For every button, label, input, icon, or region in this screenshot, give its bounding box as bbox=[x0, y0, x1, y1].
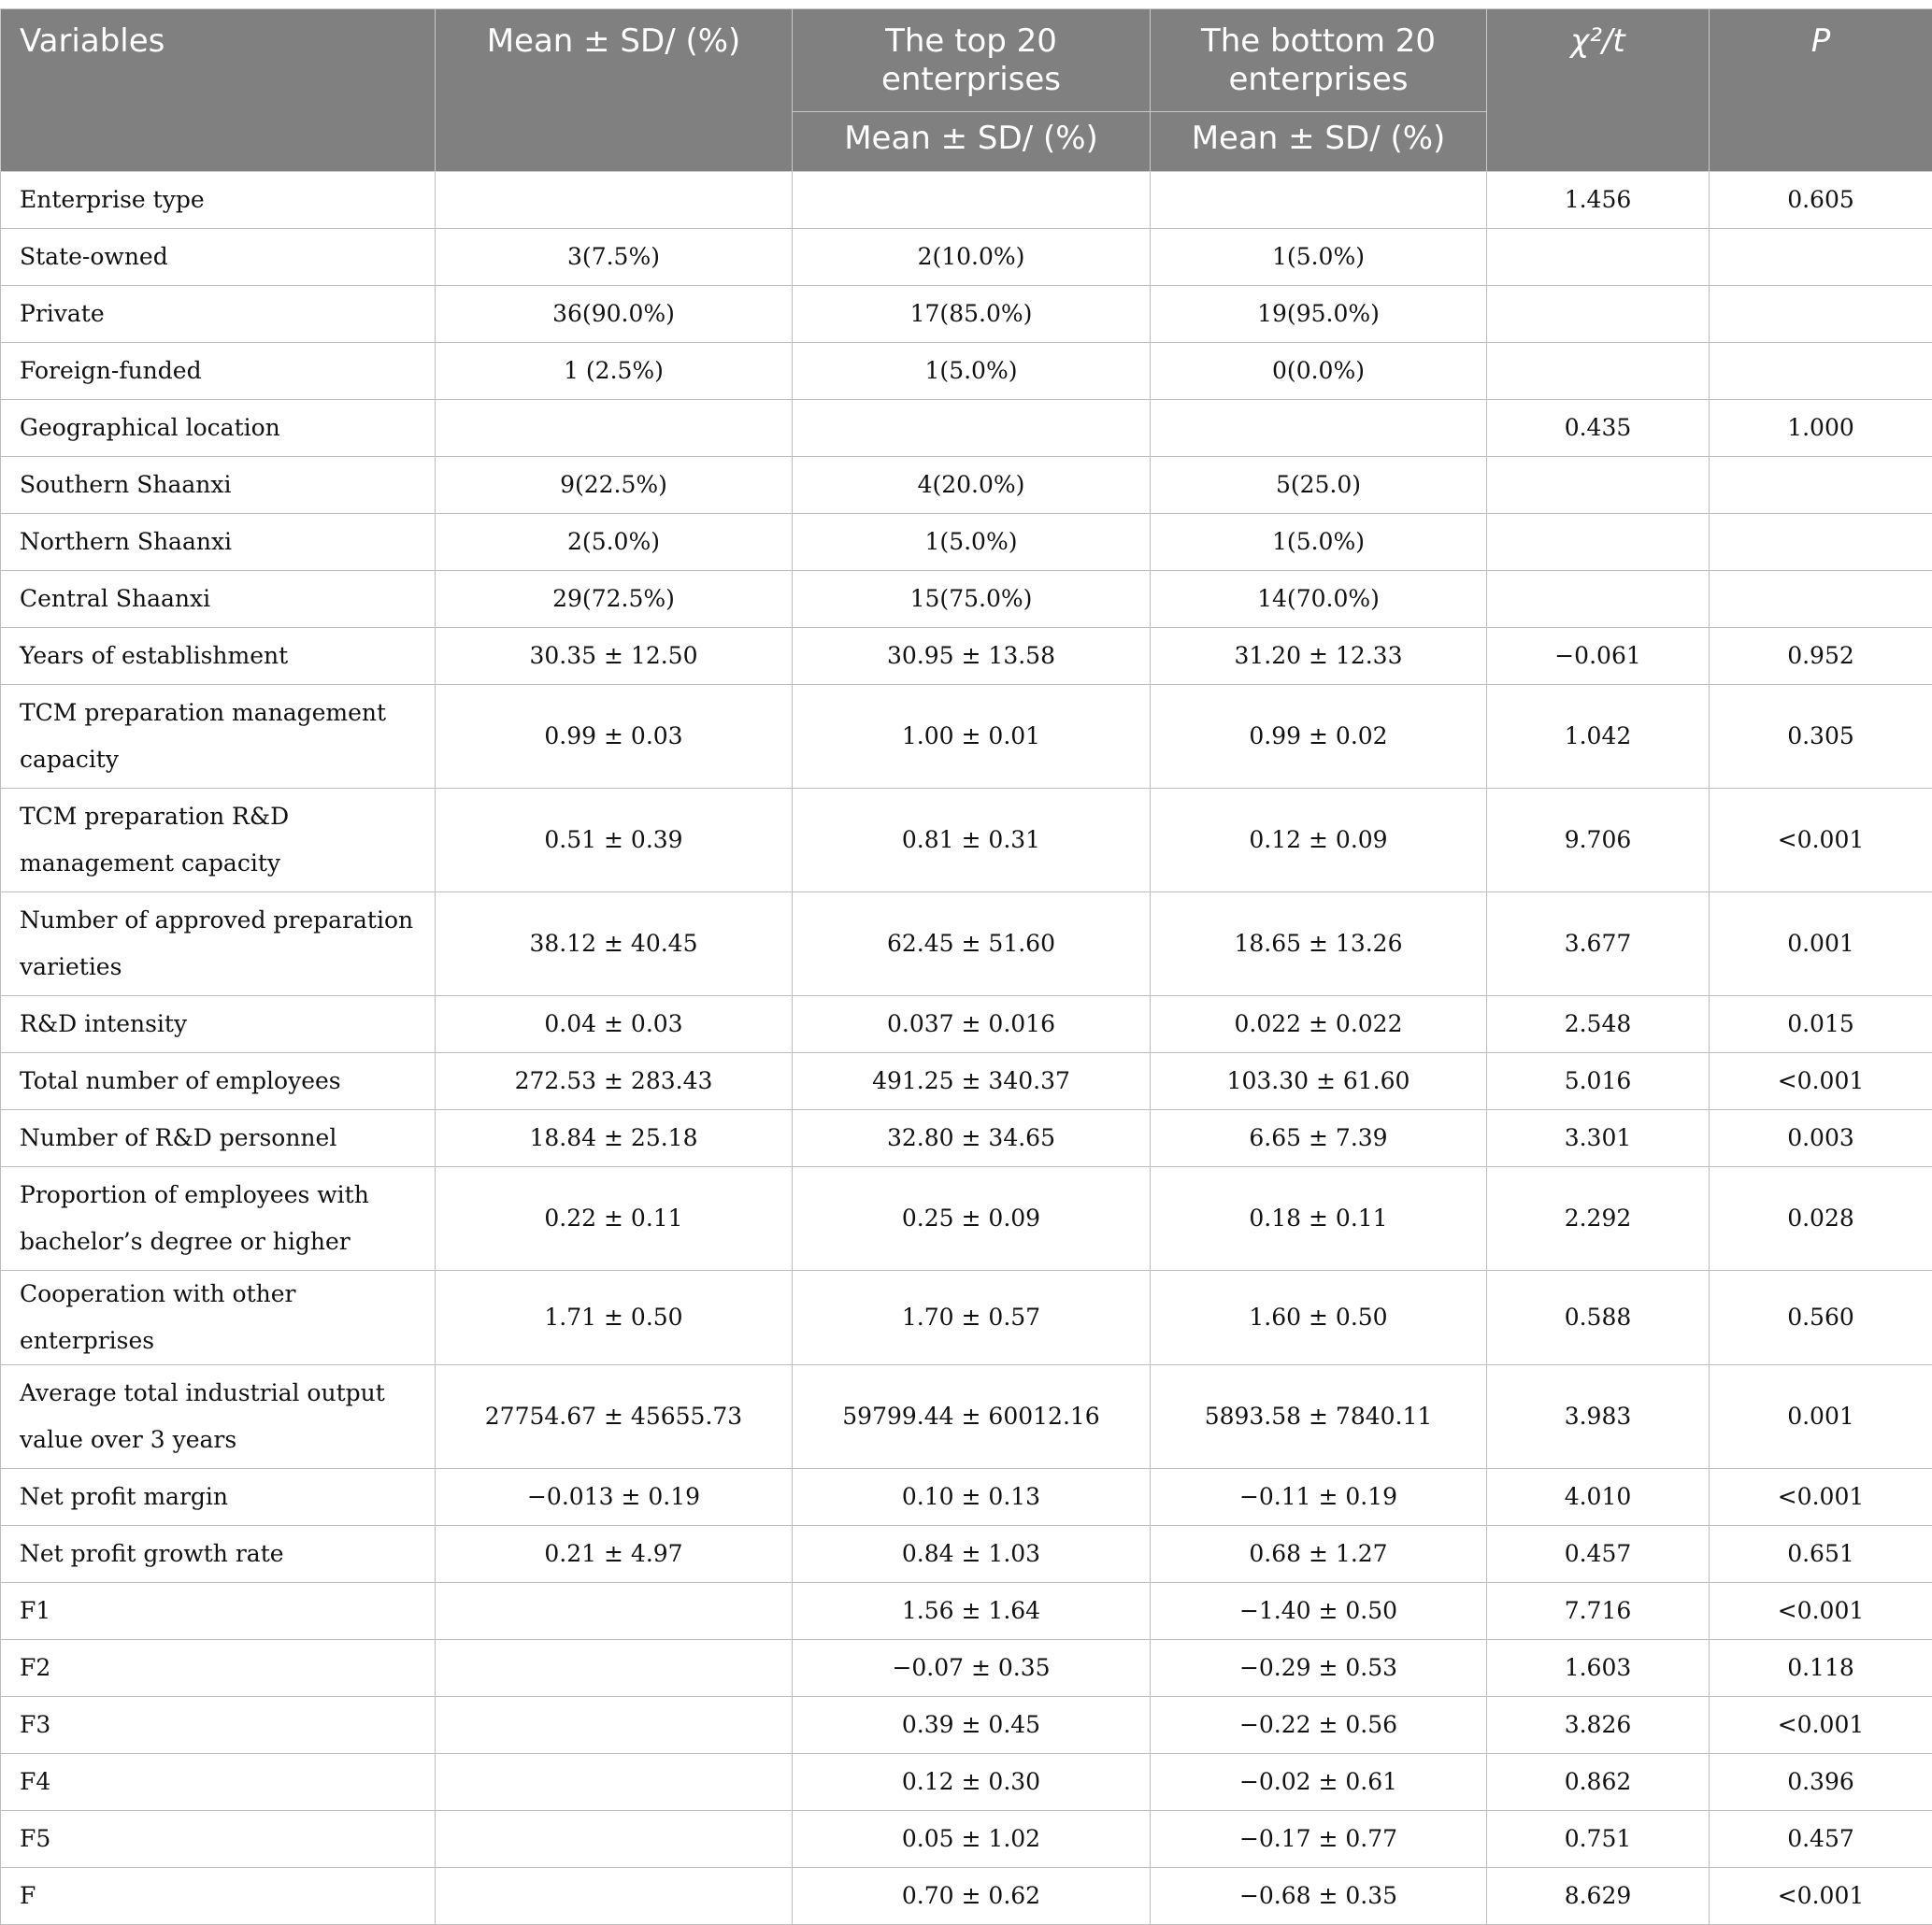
cell-bottom20 bbox=[1151, 400, 1487, 457]
table-header bbox=[1, 9, 1932, 172]
cell-p: 0.651 bbox=[1710, 1526, 1932, 1583]
header-variables: Variables bbox=[1, 9, 436, 172]
cell-stat: 3.826 bbox=[1487, 1697, 1710, 1754]
cell-variable: State-owned bbox=[1, 229, 436, 286]
cell-mean bbox=[436, 1754, 793, 1811]
cell-bottom20: 103.30 ± 61.60 bbox=[1151, 1053, 1487, 1110]
cell-p bbox=[1710, 343, 1932, 400]
header-top20-mean-sd: Mean ± SD/ (%) bbox=[793, 112, 1151, 172]
cell-top20: 0.25 ± 0.09 bbox=[793, 1167, 1151, 1271]
cell-stat: 7.716 bbox=[1487, 1583, 1710, 1640]
table-row bbox=[1, 685, 1932, 789]
cell-stat: 2.292 bbox=[1487, 1167, 1710, 1271]
cell-variable: Proportion of employees with bachelor’s degree or higher bbox=[1, 1167, 436, 1271]
cell-p bbox=[1710, 286, 1932, 343]
cell-top20: 32.80 ± 34.65 bbox=[793, 1110, 1151, 1167]
cell-top20: 0.70 ± 0.62 bbox=[793, 1868, 1151, 1925]
table-row bbox=[1, 172, 1932, 229]
cell-top20: 4(20.0%) bbox=[793, 457, 1151, 514]
cell-top20: 0.12 ± 0.30 bbox=[793, 1754, 1151, 1811]
cell-top20: 17(85.0%) bbox=[793, 286, 1151, 343]
table-row bbox=[1, 343, 1932, 400]
header-chi-t: χ²/t bbox=[1487, 9, 1710, 172]
cell-top20: 1.70 ± 0.57 bbox=[793, 1271, 1151, 1365]
cell-stat: 3.983 bbox=[1487, 1365, 1710, 1469]
cell-top20: −0.07 ± 0.35 bbox=[793, 1640, 1151, 1697]
cell-mean: 1 (2.5%) bbox=[436, 343, 793, 400]
cell-bottom20: 0.99 ± 0.02 bbox=[1151, 685, 1487, 789]
cell-bottom20 bbox=[1151, 172, 1487, 229]
table-row bbox=[1, 628, 1932, 685]
cell-p: <0.001 bbox=[1710, 1697, 1932, 1754]
cell-p: 0.028 bbox=[1710, 1167, 1932, 1271]
cell-variable: F bbox=[1, 1868, 436, 1925]
cell-mean: 0.51 ± 0.39 bbox=[436, 789, 793, 892]
cell-p: 0.118 bbox=[1710, 1640, 1932, 1697]
cell-mean: 3(7.5%) bbox=[436, 229, 793, 286]
cell-variable: Southern Shaanxi bbox=[1, 457, 436, 514]
cell-top20: 1.00 ± 0.01 bbox=[793, 685, 1151, 789]
cell-stat: 2.548 bbox=[1487, 996, 1710, 1053]
cell-p: 0.457 bbox=[1710, 1811, 1932, 1868]
table-row bbox=[1, 1110, 1932, 1167]
cell-bottom20: −0.02 ± 0.61 bbox=[1151, 1754, 1487, 1811]
cell-mean: 29(72.5%) bbox=[436, 571, 793, 628]
cell-bottom20: 0.022 ± 0.022 bbox=[1151, 996, 1487, 1053]
table-row bbox=[1, 1271, 1932, 1365]
cell-top20: 0.10 ± 0.13 bbox=[793, 1469, 1151, 1526]
cell-bottom20: 18.65 ± 13.26 bbox=[1151, 892, 1487, 996]
cell-top20: 30.95 ± 13.58 bbox=[793, 628, 1151, 685]
cell-variable: Years of establishment bbox=[1, 628, 436, 685]
cell-bottom20: 14(70.0%) bbox=[1151, 571, 1487, 628]
cell-p: <0.001 bbox=[1710, 789, 1932, 892]
cell-variable: F4 bbox=[1, 1754, 436, 1811]
table-row bbox=[1, 571, 1932, 628]
cell-stat: 3.301 bbox=[1487, 1110, 1710, 1167]
cell-stat bbox=[1487, 514, 1710, 571]
cell-stat: 8.629 bbox=[1487, 1868, 1710, 1925]
cell-bottom20: 5(25.0) bbox=[1151, 457, 1487, 514]
table-row bbox=[1, 1053, 1932, 1110]
cell-mean bbox=[436, 400, 793, 457]
cell-stat: 0.588 bbox=[1487, 1271, 1710, 1365]
cell-bottom20: −0.17 ± 0.77 bbox=[1151, 1811, 1487, 1868]
table-row bbox=[1, 789, 1932, 892]
cell-stat: 1.603 bbox=[1487, 1640, 1710, 1697]
table-row bbox=[1, 400, 1932, 457]
cell-bottom20: 6.65 ± 7.39 bbox=[1151, 1110, 1487, 1167]
cell-variable: Central Shaanxi bbox=[1, 571, 436, 628]
header-mean-sd: Mean ± SD/ (%) bbox=[436, 9, 793, 172]
cell-stat bbox=[1487, 286, 1710, 343]
cell-p: 0.001 bbox=[1710, 1365, 1932, 1469]
cell-mean: 38.12 ± 40.45 bbox=[436, 892, 793, 996]
cell-stat: −0.061 bbox=[1487, 628, 1710, 685]
cell-stat: 1.456 bbox=[1487, 172, 1710, 229]
cell-mean: 9(22.5%) bbox=[436, 457, 793, 514]
table-body bbox=[1, 172, 1932, 1925]
cell-top20: 491.25 ± 340.37 bbox=[793, 1053, 1151, 1110]
cell-stat: 5.016 bbox=[1487, 1053, 1710, 1110]
header-p: P bbox=[1710, 9, 1932, 172]
cell-top20: 15(75.0%) bbox=[793, 571, 1151, 628]
header-top20: The top 20 enterprises bbox=[793, 9, 1151, 112]
cell-mean bbox=[436, 1640, 793, 1697]
cell-p: 0.396 bbox=[1710, 1754, 1932, 1811]
cell-p bbox=[1710, 571, 1932, 628]
cell-variable: F5 bbox=[1, 1811, 436, 1868]
cell-bottom20: 0.12 ± 0.09 bbox=[1151, 789, 1487, 892]
cell-top20: 62.45 ± 51.60 bbox=[793, 892, 1151, 996]
cell-bottom20: 0(0.0%) bbox=[1151, 343, 1487, 400]
cell-top20: 0.81 ± 0.31 bbox=[793, 789, 1151, 892]
cell-mean: 0.99 ± 0.03 bbox=[436, 685, 793, 789]
cell-variable: R&D intensity bbox=[1, 996, 436, 1053]
cell-variable: Northern Shaanxi bbox=[1, 514, 436, 571]
cell-bottom20: −0.68 ± 0.35 bbox=[1151, 1868, 1487, 1925]
cell-mean bbox=[436, 1697, 793, 1754]
cell-mean bbox=[436, 1811, 793, 1868]
cell-variable: Cooperation with other enterprises bbox=[1, 1271, 436, 1365]
cell-mean: −0.013 ± 0.19 bbox=[436, 1469, 793, 1526]
cell-bottom20: 5893.58 ± 7840.11 bbox=[1151, 1365, 1487, 1469]
cell-stat: 0.862 bbox=[1487, 1754, 1710, 1811]
cell-stat bbox=[1487, 571, 1710, 628]
table-row bbox=[1, 1167, 1932, 1271]
cell-p: 0.015 bbox=[1710, 996, 1932, 1053]
table-row bbox=[1, 514, 1932, 571]
cell-mean: 2(5.0%) bbox=[436, 514, 793, 571]
cell-mean bbox=[436, 172, 793, 229]
cell-p: <0.001 bbox=[1710, 1583, 1932, 1640]
cell-p: <0.001 bbox=[1710, 1469, 1932, 1526]
cell-bottom20: 0.68 ± 1.27 bbox=[1151, 1526, 1487, 1583]
cell-stat bbox=[1487, 229, 1710, 286]
cell-stat: 9.706 bbox=[1487, 789, 1710, 892]
data-table bbox=[0, 8, 1932, 1925]
cell-variable: Net profit growth rate bbox=[1, 1526, 436, 1583]
cell-stat: 3.677 bbox=[1487, 892, 1710, 996]
cell-p bbox=[1710, 514, 1932, 571]
cell-variable: Net profit margin bbox=[1, 1469, 436, 1526]
cell-variable: Geographical location bbox=[1, 400, 436, 457]
cell-p: <0.001 bbox=[1710, 1868, 1932, 1925]
cell-top20: 1(5.0%) bbox=[793, 343, 1151, 400]
cell-mean bbox=[436, 1868, 793, 1925]
cell-p: 0.952 bbox=[1710, 628, 1932, 685]
cell-variable: Number of R&D personnel bbox=[1, 1110, 436, 1167]
table-row bbox=[1, 1811, 1932, 1868]
cell-top20: 0.84 ± 1.03 bbox=[793, 1526, 1151, 1583]
cell-top20: 0.037 ± 0.016 bbox=[793, 996, 1151, 1053]
cell-p bbox=[1710, 457, 1932, 514]
cell-mean: 272.53 ± 283.43 bbox=[436, 1053, 793, 1110]
cell-variable: TCM preparation management capacity bbox=[1, 685, 436, 789]
table-row bbox=[1, 1583, 1932, 1640]
cell-mean bbox=[436, 1583, 793, 1640]
cell-variable: F2 bbox=[1, 1640, 436, 1697]
cell-variable: F3 bbox=[1, 1697, 436, 1754]
cell-stat bbox=[1487, 457, 1710, 514]
cell-mean: 30.35 ± 12.50 bbox=[436, 628, 793, 685]
cell-mean: 18.84 ± 25.18 bbox=[436, 1110, 793, 1167]
table-row bbox=[1, 1640, 1932, 1697]
cell-top20: 2(10.0%) bbox=[793, 229, 1151, 286]
cell-bottom20: −1.40 ± 0.50 bbox=[1151, 1583, 1487, 1640]
cell-bottom20: 0.18 ± 0.11 bbox=[1151, 1167, 1487, 1271]
cell-mean: 0.21 ± 4.97 bbox=[436, 1526, 793, 1583]
cell-bottom20: 31.20 ± 12.33 bbox=[1151, 628, 1487, 685]
cell-mean: 0.22 ± 0.11 bbox=[436, 1167, 793, 1271]
cell-variable: Number of approved preparation varieties bbox=[1, 892, 436, 996]
cell-top20: 59799.44 ± 60012.16 bbox=[793, 1365, 1151, 1469]
cell-p: <0.001 bbox=[1710, 1053, 1932, 1110]
cell-p: 0.003 bbox=[1710, 1110, 1932, 1167]
cell-mean: 0.04 ± 0.03 bbox=[436, 996, 793, 1053]
cell-variable: Enterprise type bbox=[1, 172, 436, 229]
cell-p: 0.001 bbox=[1710, 892, 1932, 996]
cell-p: 0.605 bbox=[1710, 172, 1932, 229]
cell-bottom20: 19(95.0%) bbox=[1151, 286, 1487, 343]
table-row bbox=[1, 229, 1932, 286]
table-row bbox=[1, 1469, 1932, 1526]
table-row bbox=[1, 1697, 1932, 1754]
cell-variable: F1 bbox=[1, 1583, 436, 1640]
cell-stat: 1.042 bbox=[1487, 685, 1710, 789]
table-row bbox=[1, 457, 1932, 514]
cell-variable: Foreign-funded bbox=[1, 343, 436, 400]
cell-top20: 1(5.0%) bbox=[793, 514, 1151, 571]
cell-p: 0.305 bbox=[1710, 685, 1932, 789]
table-row bbox=[1, 1754, 1932, 1811]
cell-stat: 0.435 bbox=[1487, 400, 1710, 457]
table-row bbox=[1, 1526, 1932, 1583]
cell-variable: TCM preparation R&D management capacity bbox=[1, 789, 436, 892]
cell-stat: 0.751 bbox=[1487, 1811, 1710, 1868]
cell-bottom20: −0.11 ± 0.19 bbox=[1151, 1469, 1487, 1526]
header-bottom20-mean-sd: Mean ± SD/ (%) bbox=[1151, 112, 1487, 172]
cell-stat: 0.457 bbox=[1487, 1526, 1710, 1583]
cell-top20: 0.39 ± 0.45 bbox=[793, 1697, 1151, 1754]
cell-bottom20: −0.22 ± 0.56 bbox=[1151, 1697, 1487, 1754]
cell-mean: 1.71 ± 0.50 bbox=[436, 1271, 793, 1365]
cell-bottom20: 1(5.0%) bbox=[1151, 514, 1487, 571]
table-row bbox=[1, 892, 1932, 996]
cell-variable: Average total industrial output value over 3 years bbox=[1, 1365, 436, 1469]
table-row bbox=[1, 1365, 1932, 1469]
cell-p: 1.000 bbox=[1710, 400, 1932, 457]
cell-stat: 4.010 bbox=[1487, 1469, 1710, 1526]
cell-variable: Private bbox=[1, 286, 436, 343]
cell-bottom20: −0.29 ± 0.53 bbox=[1151, 1640, 1487, 1697]
cell-top20 bbox=[793, 172, 1151, 229]
cell-top20: 0.05 ± 1.02 bbox=[793, 1811, 1151, 1868]
cell-p bbox=[1710, 229, 1932, 286]
cell-bottom20: 1.60 ± 0.50 bbox=[1151, 1271, 1487, 1365]
table-row bbox=[1, 996, 1932, 1053]
table-row bbox=[1, 1868, 1932, 1925]
cell-p: 0.560 bbox=[1710, 1271, 1932, 1365]
cell-mean: 27754.67 ± 45655.73 bbox=[436, 1365, 793, 1469]
cell-bottom20: 1(5.0%) bbox=[1151, 229, 1487, 286]
cell-top20 bbox=[793, 400, 1151, 457]
cell-mean: 36(90.0%) bbox=[436, 286, 793, 343]
cell-stat bbox=[1487, 343, 1710, 400]
header-bottom20: The bottom 20 enterprises bbox=[1151, 9, 1487, 112]
table-row bbox=[1, 286, 1932, 343]
cell-top20: 1.56 ± 1.64 bbox=[793, 1583, 1151, 1640]
cell-variable: Total number of employees bbox=[1, 1053, 436, 1110]
